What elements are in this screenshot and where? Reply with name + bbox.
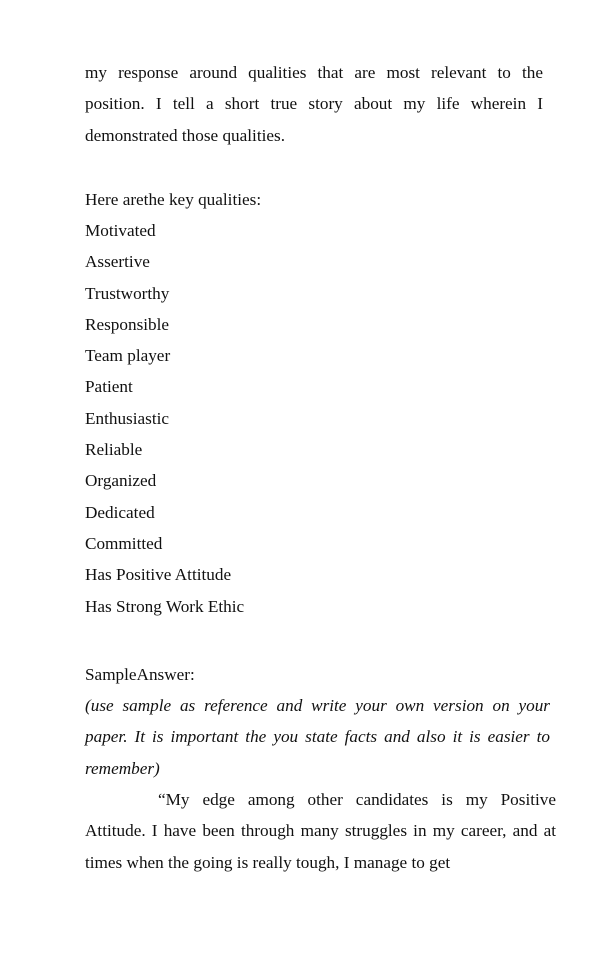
list-item: Has Positive Attitude: [85, 565, 232, 585]
list-item: Committed: [85, 533, 163, 553]
list-item: Has Strong Work Ethic: [85, 596, 245, 616]
sample-answer-label: SampleAnswer:: [85, 665, 195, 684]
sample-quote-text: “My edge among other candidates is my Positive Attitude. I have been through many struggles in my career, and at times when the going is really tough, I manage to get: [85, 790, 556, 872]
list-item: Reliable: [85, 440, 143, 460]
instruction-note: (use sample as reference and write your own version on your paper. It is important the you state facts and also it is easier to remember): [85, 696, 550, 778]
qualities-list: [85, 215, 244, 622]
list-item: Responsible: [85, 314, 170, 334]
sample-quote: [85, 784, 556, 878]
qualities-heading: Here arethe key qualities:: [85, 190, 262, 209]
list-item: Trustworthy: [85, 283, 170, 303]
list-item: Motivated: [85, 221, 156, 240]
list-item: Team player: [85, 346, 171, 366]
list-item: Assertive: [85, 252, 150, 272]
list-item: Enthusiastic: [85, 408, 170, 428]
list-item: Organized: [85, 471, 157, 491]
list-item: Dedicated: [85, 502, 155, 522]
intro-paragraph: my response around qualities that are most relevant to the position. I tell a short true story about my life wherein I demonstrated those qualities.: [85, 63, 543, 145]
list-item: Patient: [85, 377, 133, 397]
